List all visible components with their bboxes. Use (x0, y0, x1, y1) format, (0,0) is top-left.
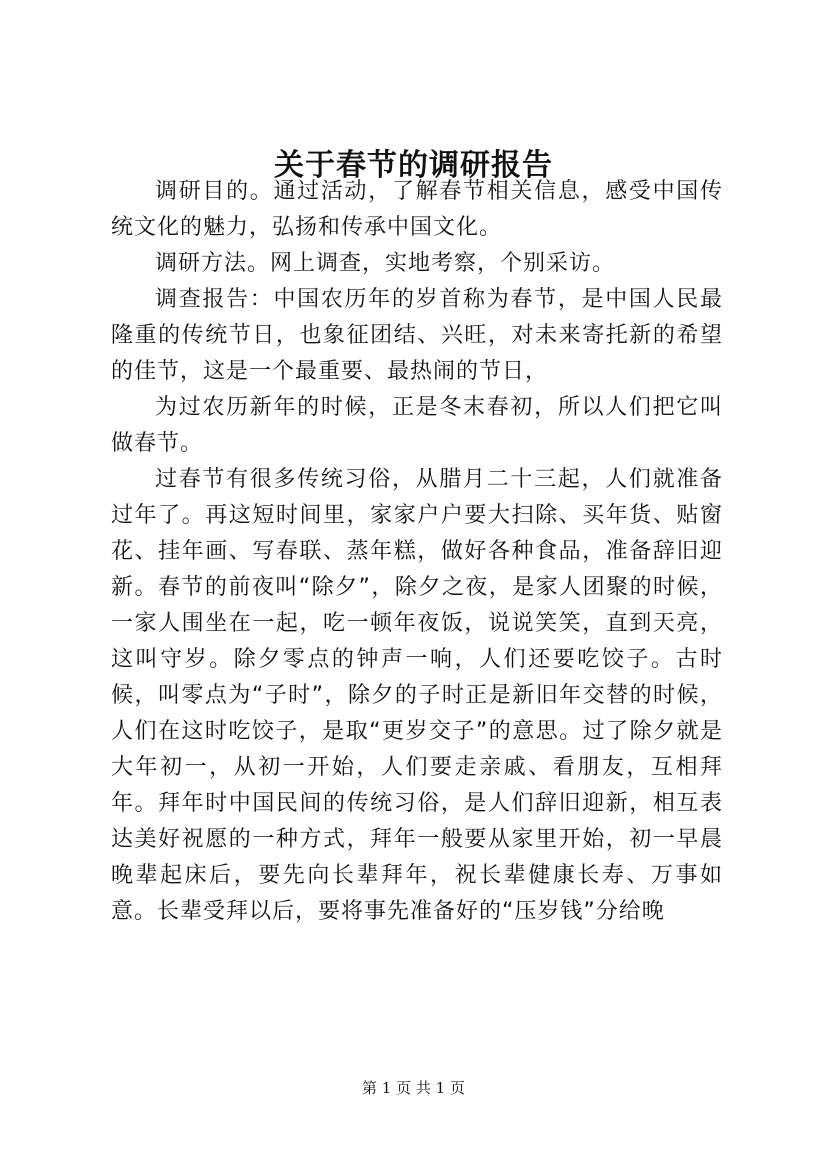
paragraph-report: 调查报告：中国农历年的岁首称为春节，是中国人民最隆重的传统节日，也象征团结、兴旺，对未来寄托新的希望的佳节，这是一个最重要、最热闹的节日， (111, 287, 723, 384)
paragraph-spring-festival-name: 为过农历新年的时候，正是冬末春初，所以人们把它叫做春节。 (111, 395, 723, 456)
document-title: 关于春节的调研报告 (274, 148, 553, 183)
page-footer: 第 1 页 共 1 页 (362, 1079, 465, 1097)
paragraph-purpose: 调研目的。通过活动，了解春节相关信息，感受中国传统文化的魅力，弘扬和传承中国文化。 (111, 179, 723, 240)
paragraph-customs: 过春节有很多传统习俗，从腊月二十三起，人们就准备过年了。再这短时间里，家家户户要大扫除、买年货、贴窗花、挂年画、写春联、蒸年糕，做好各种食品，准备辞旧迎新。春节的前夜叫“除夕”，除夕之夜，是家人团聚的时候，一家人围坐在一起，吃一顿年夜饭，说说笑笑，直到天亮，这叫守岁。除夕零点的钟声一响，人们还要吃饺子。古时候，叫零点为“子时”，除夕的子时正是新旧年交替的时候，人们在这时吃饺子，是取“更岁交子”的意思。过了除夕就是大年初一，从初一开始，人们要走亲戚、看朋友，互相拜年。拜年时中国民间的传统习俗，是人们辞旧迎新，相互表达美好祝愿的一种方式，拜年一般要从家里开始，初一早晨晚辈起床后，要先向长辈拜年，祝长辈健康长寿、万事如意。长辈受拜以后，要将事先准备好的“压岁钱”分给晚 (111, 467, 723, 924)
paragraph-method: 调研方法。网上调查，实地考察，个别采访。 (155, 251, 616, 276)
document-body (111, 174, 723, 930)
